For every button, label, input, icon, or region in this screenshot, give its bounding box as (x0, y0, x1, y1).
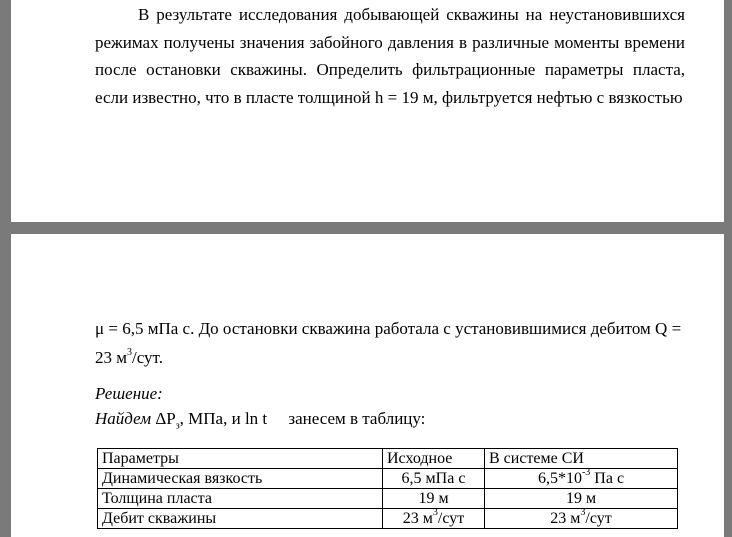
cell-si: 19 м (485, 489, 678, 509)
table-row (98, 489, 678, 509)
delta-p: ΔP (151, 409, 176, 428)
problem-continuation-line1: μ = 6,5 мПа с. До остановки скважина работала с установившимися дебитом Q = (95, 319, 682, 338)
problem-paragraph: В результате исследования добывающей скважины на неустановившихся режимах получены значения забойного давления в различные моменты времени после остановки скважины. Определить фильтрационные параметры пласта, если известно, что в пласте толщиной h = 19 м, фильтруется нефтью с вязкостью (95, 5, 685, 107)
orig-value: 23 м (402, 509, 433, 527)
si-unit: Па с (590, 469, 625, 487)
si-value: 23 м (550, 509, 581, 527)
header-si: В системе СИ (485, 449, 678, 469)
cell-param: Динамическая вязкость (98, 469, 383, 489)
table-row (98, 509, 678, 529)
si-exponent: 3 (580, 507, 586, 519)
si-exponent: -3 (581, 467, 591, 479)
cell-original: 19 м (383, 489, 485, 509)
solution-find-line (95, 409, 426, 432)
table-header-row (98, 449, 678, 469)
find-label: Найдем (95, 409, 152, 428)
si-value: 6,5*10 (537, 469, 582, 487)
flow-value: 23 м (95, 348, 128, 367)
orig-exponent: 3 (432, 507, 438, 519)
flow-unit: /сут. (132, 348, 163, 367)
parameters-table (97, 448, 678, 529)
page-bottom (11, 234, 724, 537)
cell-original: 6,5 мПа с (383, 469, 485, 489)
delta-p-subscript: з (175, 420, 180, 432)
header-params: Параметры (98, 449, 383, 469)
cell-param: Толщина пласта (98, 489, 383, 509)
si-unit: /сут (585, 509, 612, 527)
flow-exponent: 3 (127, 347, 133, 359)
header-original: Исходное (383, 449, 485, 469)
table-row (98, 469, 678, 489)
find-rest: , МПа, и ln t занесем в таблицу: (179, 409, 426, 428)
cell-si (485, 509, 678, 529)
cell-si (485, 469, 678, 489)
page-top (11, 0, 724, 222)
cell-param: Дебит скважины (98, 509, 383, 529)
cell-original (383, 509, 485, 529)
orig-unit: /сут (437, 509, 465, 527)
solution-heading: Решение: (95, 384, 163, 403)
problem-continuation-line2 (95, 348, 163, 368)
